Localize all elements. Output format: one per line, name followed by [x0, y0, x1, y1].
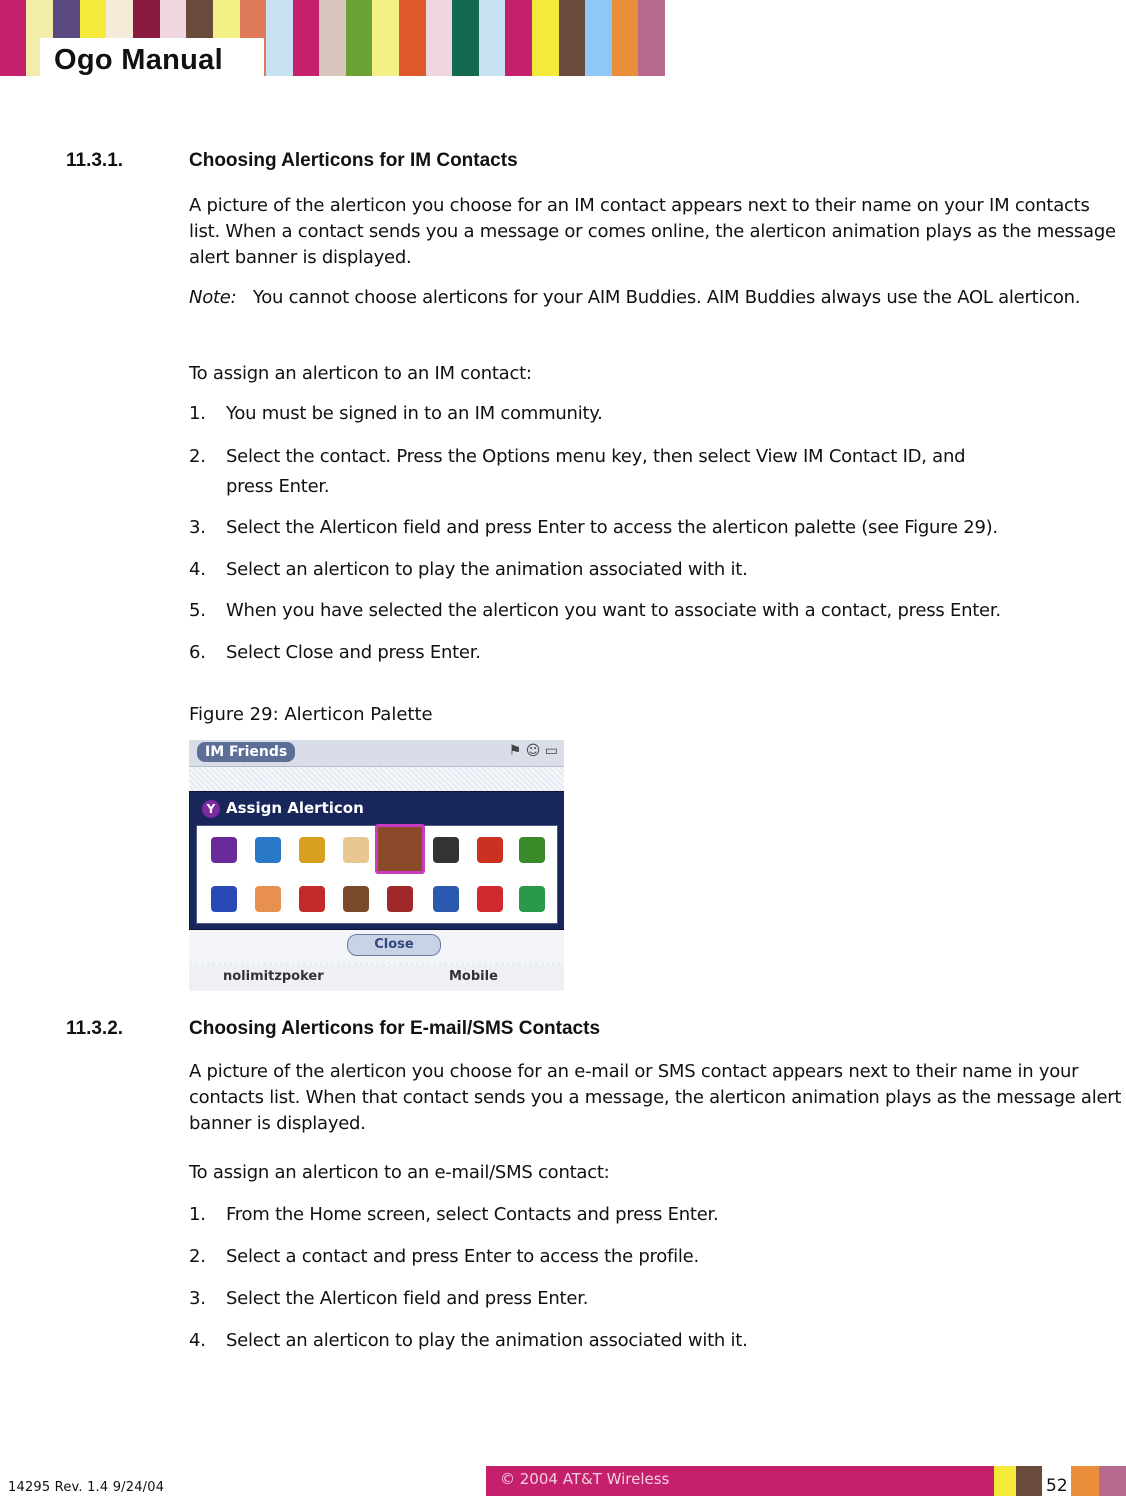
header-stripe: [0, 0, 26, 76]
procedure-intro: To assign an alerticon to an e-mail/SMS contact:: [189, 1162, 610, 1183]
header-stripe: [638, 0, 665, 76]
figure-caption: Figure 29: Alerticon Palette: [189, 704, 433, 725]
header-stripe: [532, 0, 559, 76]
footer-square: [1016, 1466, 1042, 1496]
section-paragraph: A picture of the alerticon you choose for an e-mail or SMS contact appears next to their name in your contacts list. When that contact sends you a message, the alerticon animation plays as the message alert banner is displayed.: [189, 1061, 1122, 1134]
section-paragraph: A picture of the alerticon you choose for an IM contact appears next to their name on your IM contacts list. When a contact sends you a message or comes online, the alerticon animation plays as the message alert banner is displayed.: [189, 195, 1116, 268]
header-stripe: [505, 0, 532, 76]
contact-row: [189, 965, 564, 991]
section-heading-11-3-2: [66, 1018, 600, 1040]
screen-top-bar: [189, 740, 564, 767]
header-stripe: [319, 0, 346, 76]
section-title: Choosing Alerticons for IM Contacts: [189, 150, 518, 171]
step-item: 4. Select an alerticon to play the animation associated with it.: [189, 559, 748, 580]
alerticon-option[interactable]: [477, 837, 503, 863]
header-stripe: [612, 0, 638, 76]
header-stripe: [479, 0, 505, 76]
section-heading-11-3-1: [66, 150, 518, 172]
step-item: 2. Select the contact. Press the Options menu key, then select View IM Contact ID, and press Enter.: [189, 446, 966, 497]
document-revision: 14295 Rev. 1.4 9/24/04: [8, 1480, 165, 1495]
step-item: 1. From the Home screen, select Contacts and press Enter.: [189, 1204, 719, 1225]
contact-status: Mobile: [449, 969, 498, 984]
alerticon-option[interactable]: [343, 886, 369, 912]
manual-title: Ogo Manual: [40, 38, 264, 82]
header-stripe: [266, 0, 293, 76]
alerticon-option[interactable]: [211, 886, 237, 912]
alerticon-option[interactable]: [433, 886, 459, 912]
header-stripe: [426, 0, 452, 76]
section-number: 11.3.2.: [66, 1018, 124, 1039]
header-stripe: [559, 0, 585, 76]
header-stripe: [585, 0, 612, 76]
alerticon-option[interactable]: [299, 886, 325, 912]
alerticon-option[interactable]: [343, 837, 369, 863]
page-number: 52: [1046, 1476, 1068, 1496]
close-bar: [189, 930, 564, 962]
alerticon-option[interactable]: [433, 837, 459, 863]
alerticon-option[interactable]: [519, 886, 545, 912]
alerticon-grid: [196, 825, 558, 924]
screen-title: IM Friends: [197, 742, 295, 762]
footer-square: [1071, 1466, 1099, 1496]
note-label: Note:: [189, 287, 237, 308]
step-item: 5. When you have selected the alerticon you want to associate with a contact, press Enter.: [189, 600, 1001, 621]
footer-square: [1099, 1466, 1126, 1496]
alerticon-option[interactable]: [299, 837, 325, 863]
alerticon-palette-screenshot: [189, 740, 564, 991]
copyright-text: © 2004 AT&T Wireless: [500, 1470, 670, 1488]
step-item: 2. Select a contact and press Enter to access the profile.: [189, 1246, 699, 1267]
alerticon-option-selected[interactable]: [375, 824, 425, 874]
dialog-title-bar: [190, 792, 564, 824]
step-item: 3. Select the Alerticon field and press Enter.: [189, 1288, 589, 1309]
alerticon-option[interactable]: [255, 837, 281, 863]
section-title: Choosing Alerticons for E-mail/SMS Contacts: [189, 1018, 601, 1039]
section-number: 11.3.1.: [66, 150, 124, 171]
contact-name: nolimitzpoker: [223, 969, 324, 984]
assign-alerticon-dialog: [189, 791, 564, 930]
header-stripe: [372, 0, 399, 76]
header-stripe: [293, 0, 319, 76]
step-item: 3. Select the Alerticon field and press Enter to access the alerticon palette (see Figure 29).: [189, 517, 998, 538]
alerticon-option[interactable]: [255, 886, 281, 912]
close-button[interactable]: Close: [347, 934, 441, 956]
dialog-title: Assign Alerticon: [226, 799, 364, 817]
yahoo-icon: Y: [202, 800, 220, 818]
step-item: 6. Select Close and press Enter.: [189, 642, 481, 663]
step-item: 1. You must be signed in to an IM community.: [189, 403, 603, 424]
alerticon-option[interactable]: [387, 886, 413, 912]
status-icons: ⚑ ☺ ▭: [508, 743, 558, 759]
copyright-bar: [486, 1466, 994, 1496]
alerticon-option[interactable]: [211, 837, 237, 863]
header-stripe: [452, 0, 479, 76]
header-stripe: [399, 0, 426, 76]
alerticon-option[interactable]: [519, 837, 545, 863]
step-item: 4. Select an alerticon to play the animation associated with it.: [189, 1330, 748, 1351]
note-text: You cannot choose alerticons for your AIM Buddies. AIM Buddies always use the AOL alerticon.: [252, 287, 1081, 308]
footer-square: [994, 1466, 1016, 1496]
alerticon-option[interactable]: [477, 886, 503, 912]
header-stripe: [346, 0, 372, 76]
note: [189, 285, 1125, 311]
procedure-intro: To assign an alerticon to an IM contact:: [189, 363, 532, 384]
